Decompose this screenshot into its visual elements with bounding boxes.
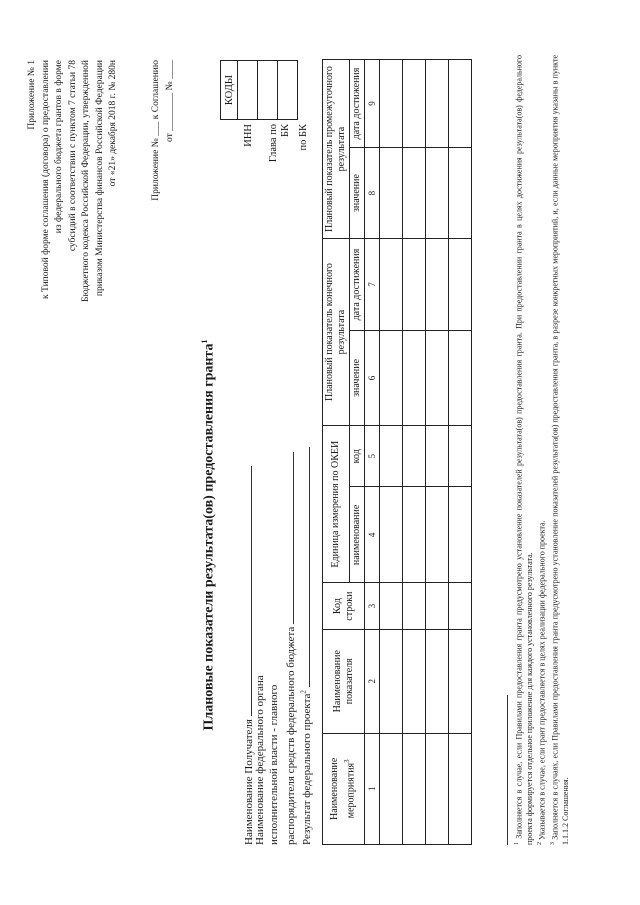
col-number: 5	[365, 426, 380, 487]
table-cell[interactable]	[380, 629, 403, 733]
col-number: 7	[365, 239, 380, 331]
header-indicator: Наименование показателя	[323, 629, 365, 733]
table-cell[interactable]	[426, 487, 449, 583]
recipient-input-line[interactable]	[240, 466, 252, 716]
table-cell[interactable]	[380, 60, 403, 148]
table-cell[interactable]	[403, 629, 426, 733]
appendix-line: субсидий в соответствии с пунктом 7 статьи 78	[67, 60, 78, 252]
table-cell[interactable]	[449, 239, 472, 331]
authority-input-line[interactable]	[282, 452, 294, 624]
table-cell[interactable]	[449, 60, 472, 148]
agreement-date-number: от ________ № ____	[164, 60, 175, 142]
table-cell[interactable]	[449, 583, 472, 630]
table-cell[interactable]	[449, 733, 472, 844]
table-cell[interactable]	[403, 426, 426, 487]
col-number: 3	[365, 583, 380, 630]
table-cell[interactable]	[426, 629, 449, 733]
table-cell[interactable]	[403, 733, 426, 844]
glava-label-line2: БК	[280, 124, 291, 138]
table-cell[interactable]	[426, 583, 449, 630]
agreement-appendix-number: Приложение № ___ к Соглашению	[151, 60, 161, 201]
column-number-row	[365, 60, 380, 845]
recipient-label: Наименование Получателя	[243, 719, 255, 845]
page-title	[200, 225, 218, 845]
header-row-code: Код строки	[323, 583, 365, 630]
project-input-line[interactable]	[298, 447, 310, 687]
col-number: 8	[365, 147, 380, 238]
table-cell[interactable]	[449, 629, 472, 733]
col-number: 1	[365, 733, 380, 844]
table-cell[interactable]	[380, 487, 403, 583]
page-title-text: Плановые показатели результата(ов) предоставления гранта	[201, 343, 217, 731]
indicators-table	[322, 59, 472, 845]
table-row	[426, 60, 449, 845]
col-number: 9	[365, 60, 380, 148]
inn-label: ИНН	[243, 124, 254, 147]
header-final-value: значение	[350, 330, 365, 425]
col-number: 4	[365, 487, 380, 583]
glava-label	[268, 124, 292, 162]
authority-field	[282, 452, 297, 845]
footnote-2	[535, 55, 548, 845]
table-cell[interactable]	[426, 733, 449, 844]
bk-label: по БК	[298, 124, 309, 151]
table-cell[interactable]	[380, 583, 403, 630]
codes-table	[220, 60, 298, 120]
table-cell[interactable]	[403, 239, 426, 331]
table-cell[interactable]	[426, 239, 449, 331]
appendix-line: из федерального бюджета грантов в форме	[54, 60, 64, 234]
authority-label-line1: Наименование федерального органа	[254, 675, 266, 845]
footnote-1-mark: 1	[514, 842, 520, 845]
bk-code-cell[interactable]	[278, 61, 298, 120]
table-cell[interactable]	[449, 426, 472, 487]
codes-header: КОДЫ	[221, 61, 238, 120]
col-number: 6	[365, 330, 380, 425]
table-row	[403, 60, 426, 845]
glava-code-cell[interactable]	[258, 61, 278, 120]
project-label: Результат федерального проекта	[301, 693, 313, 845]
header-activity-text: Наименование мероприятия	[329, 757, 357, 820]
inn-code-cell[interactable]	[238, 61, 258, 120]
col-number: 2	[365, 629, 380, 733]
authority-label-line3: распорядителя средств федерального бюджета	[285, 626, 297, 845]
glava-label-line1: Глава по	[268, 124, 279, 163]
table-cell[interactable]	[403, 583, 426, 630]
agreement-reference	[150, 60, 177, 360]
appendix-line: от «21» декабря 2018 г. № 280н	[108, 60, 118, 187]
header-final-result: Плановый показатель конечного результата	[323, 239, 350, 426]
footnote-2-mark: 2	[537, 842, 544, 845]
header-unit: Единица измерения по ОКЕИ	[323, 426, 350, 583]
activity-footnote-mark: 3	[343, 759, 352, 763]
table-cell[interactable]	[403, 487, 426, 583]
table-cell[interactable]	[449, 487, 472, 583]
header-unit-code: код	[350, 426, 365, 487]
footnote-3-mark: 3	[549, 842, 556, 845]
appendix-header	[26, 60, 121, 390]
table-cell[interactable]	[426, 60, 449, 148]
table-cell[interactable]	[403, 330, 426, 425]
footnote-3-text: Заполняется в случаях, если Правилами предоставления гранта предусмотрено установление показателей результата(ов) предоставления гранта, в разрезе конкретных мероприятий, и, если данные мероприятия указаны в пункте 1.1.1.2 Соглашения.	[550, 55, 570, 845]
header-interim-value: значение	[350, 147, 365, 238]
footnotes	[512, 55, 571, 845]
appendix-line: Бюджетного кодекса Российской Федерации, утвержденной	[81, 60, 91, 303]
authority-label-line2: исполнительной власти - главного	[268, 684, 280, 845]
header-unit-name: наименование	[350, 487, 365, 583]
header-interim-date: дата достижения	[350, 60, 365, 148]
table-row	[449, 60, 472, 845]
table-cell[interactable]	[380, 330, 403, 425]
header-final-date: дата достижения	[350, 239, 365, 331]
recipient-field	[240, 466, 255, 845]
table-cell[interactable]	[380, 733, 403, 844]
table-cell[interactable]	[380, 239, 403, 331]
table-cell[interactable]	[403, 60, 426, 148]
table-row	[380, 60, 403, 845]
project-field	[298, 447, 313, 845]
appendix-line: приказом Министерства финансов Российской Федерации	[94, 60, 105, 297]
footnote-1	[512, 55, 535, 845]
header-activity	[323, 733, 365, 844]
table-cell[interactable]	[380, 426, 403, 487]
table-cell[interactable]	[380, 147, 403, 238]
table-cell[interactable]	[426, 426, 449, 487]
table-cell[interactable]	[449, 330, 472, 425]
project-footnote-mark: 2	[299, 690, 308, 694]
footnote-1-text: Заполняется в случае, если Правилами предоставления гранта предусмотрено установление показателей результата(ов) предоставления гранта. При предоставлении гранта в целях достижения результата(ов) федерального проекта формируется отдельное приложение для каждого установленного результата.	[514, 54, 534, 845]
table-cell[interactable]	[426, 147, 449, 238]
title-footnote-mark: 1	[200, 339, 209, 344]
appendix-line: к Типовой форме соглашения (договора) о предоставлении	[40, 60, 51, 299]
table-cell[interactable]	[449, 147, 472, 238]
appendix-line: Приложение № 1	[27, 60, 37, 130]
footnote-3	[548, 55, 571, 845]
table-cell[interactable]	[426, 330, 449, 425]
header-interim-result: Плановый показатель промежуточного результата	[323, 60, 350, 239]
footnote-separator	[507, 695, 508, 845]
table-header-row	[323, 60, 350, 845]
table-cell[interactable]	[403, 147, 426, 238]
footnote-2-text: Указывается в случае, если грант предоставляется в целях реализации федерального проекта.	[537, 520, 547, 840]
